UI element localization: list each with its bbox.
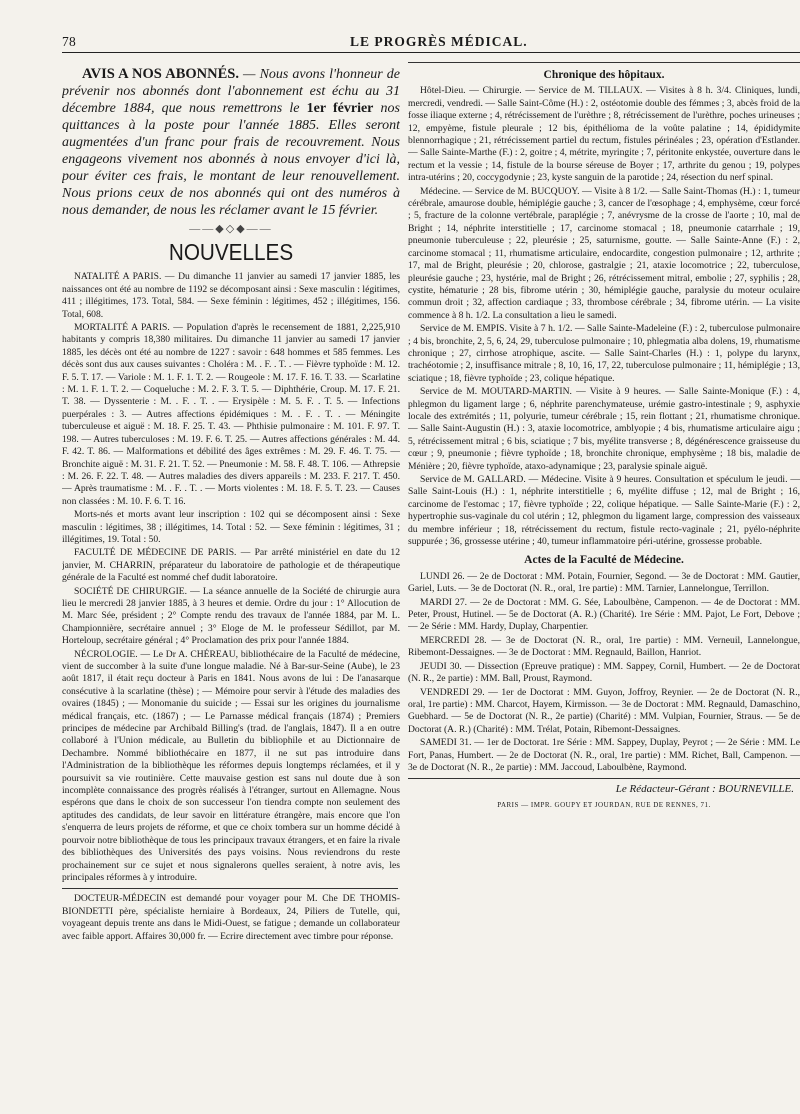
page-number: 78 [62, 34, 77, 49]
paragraph-necrologie: NÉCROLOGIE. — Le Dr A. CHÉREAU, bibliothécaire de la Faculté de médecine, vient de succomber à la suite d'une longue maladie. Né à Bar-sur-Seine (Aube), le 23 août 1817, il était reçu docteur à Paris en 1841. Nous avons de lui : De l'anasarque consécutive à la scarlatine (thèse) ; — Mémoire pour servir à l'étude des maladies des ovaires (1845) ; — Monomanie du suicide ; — Essai sur les origines du journalisme médical français, etc. (1867) ; — Le Parnasse médical français (1874) ; Premiers principes de médecine par Archibald Billing's (trad. de l'anglais, 1847). Il a en outre collaboré à l'Union médicale, au Bulletin du bibliophile et au Dictionnaire de Dechambre. Nommé bibliothécaire en 1877, il ne sut pas introduire dans l'Administration de la bibliothèque les réformes depuis longtemps réclamées, et il y poursuivit sa vie routinière. Cette mauvaise gestion est sans nul doute due à son incomplète connaissance des progrès réalisés à l'étranger, surtout en Allemagne. Nous espérons que dans le choix de son successeur l'on tiendra compte non seulement des aptitudes des candidats, de leur savoir en littérature étrangère, mais encore que l'on s'enquerra de leurs projets de réforme, et que ce choix tombera sur un homme décidé à pourvoir notre bibliothèque de tous les principaux travaux étrangers, et en faire la rivale des bibliothèques des Universités des pays voisins. Nous reviendrons du reste prochainement sur ce sujet et nous signalerons quelles seraient, à notre avis, les principales réformes à y introduire. [62, 648, 400, 883]
paragraph-empis: Service de M. EMPIS. Visite à 7 h. 1/2. — Salle Sainte-Madeleine (F.) : 2, tuberculose pulmonaire ; 4 bis, bronchite, 2, 5, 6, 24, 29, tuberculose pulmonaire ; 10, phlegmatia alba dolens, 19, rhumatisme chronique ; 27, cirrhose atrophique, ascite. — Salle Saint-Charles (H.) : 1, polype du larynx, trachéotomie ; 2, insuffisance mitrale ; 8, 10, 16, 17, 22, tuberculose pulmonaire ; 11, hémiplégie ; 13, sciatique ; 18, fièvre typhoïde ; 23, colique hépatique. [408, 323, 800, 384]
paragraph-faculte: FACULTÉ DE MÉDECINE DE PARIS. — Par arrêté ministériel en date du 12 janvier, M. CHARRIN, préparateur du laboratoire de pathologie et de thérapeutique générale de la Faculté est nommé chef dudit laboratoire. [62, 547, 400, 584]
notice-body-end: nos quittances à la poste pour l'année 1885. Elles seront augmentées d'un franc pour frais de recouvrement. Nous engageons vivement nos abonnés à nous envoyer d'ici là, pour éviter ces frais, le montant de leur renouvellement. Nous prions ceux de nos abonnés qui ont des numéros à nous demander, de nous les réclamer avant le 15 février. [62, 101, 400, 218]
header-rule [62, 52, 800, 53]
paragraph-gallard: Service de M. GALLARD. — Médecine. Visite à 9 heures. Consultation et spéculum le jeudi. — Salle Saint-Louis (H.) : 1, néphrite interstitielle ; 6, myélite diffuse ; 12, mal de Bright ; 16, carcinome de l'estomac ; 17, fièvre typhoïde ; 22, colique hépatique. — Salle Sainte-Marie (F.) : 2, hypertrophie sus-vaginale du col utérin ; 12, phlegmon du ligament large, compression des vaisseaux du membre inférieur ; 18, rétrécissement du rectum, fistule recto-vaginale ; 21, pyélo-néphrite suppurée ; 36, grossesse utérine ; 40, tumeur inflammatoire péri-utérine, grossesse probable. [408, 474, 800, 548]
paragraph-morts-nes: Morts-nés et morts avant leur inscription : 102 qui se décomposent ainsi : Sexe masculin : légitimes, 38 ; illégitimes, 14. Total : 52. — Sexe féminin : légitimes, 31 ; illégitimes, 19. Total : 50. [62, 509, 400, 545]
paragraph-bucquoy: Médecine. — Service de M. BUCQUOY. — Visite à 8 1/2. — Salle Saint-Thomas (H.) : 1, tumeur cérébrale, amaurose double, hémiplégie gauche ; 3, cancer de l'œsophage ; 4, emphysème, cœur forcé ; 5, fracture de la colonne vertébrale, paraplégie ; 7, anévrysme de la crosse de l'aorte ; 10, mal de Bright ; 14, néphrite interstitielle ; 17, carcinome stomacal ; 18, pneumonie catarrhale ; 19, pneumonie tuberculeuse ; 22, pleurésie ; 25, saturnisme, goutte. — Salle Sainte-Anne (F.) : 2, carcinome stomacal ; 11, rhumatisme articulaire, endocardite, congestion pulmonaire ; 12, arthrite ; 17, mal de Bright, pleurésie ; 20, chlorose, gastralgie ; 21, ataxie locomotrice ; 22, tuberculose, pleurésie gauche ; 23, hystérie, mal de Bright ; 26, rétrécissement mitral, embolie ; 27, syphilis ; 28, cystite, hématurie ; 28 bis, fibrome utérin ; 30, hémiplégie gauche, paralysie du moteur oculaire commun droit ; 32, affection cardiaque ; 33, thrombose cérébrale ; 34, fibrome utérin. — La visite commence à 8 h. 1/2. La consultation a lieu le samedi. [408, 185, 800, 321]
editor-signature: Le Rédacteur-Gérant : BOURNEVILLE. [615, 783, 794, 796]
ornament-divider: ——◆◇◆—— [189, 223, 273, 235]
paragraph-mortalite: MORTALITÉ A PARIS. — Population d'après le recensement de 1881, 2,225,910 habitants y compris 18,380 militaires. Du dimanche 11 janvier au samedi 17 janvier 1885, les décès ont été au nombre de 1227 : savoir : 648 hommes et 585 femmes. Les décès sont dus aux causes suivantes : Choléra : M. . F. . T. . — Fièvre typhoïde : M. 12. F. 5. T. 17. — Variole : M. 1. F. 1. T. 2. — Rougeole : M. 17. F. 16. T. 33. — Scarlatine : M. 1. F. 1. T. 2. — Coqueluche : M. 2. F. 3. T. 5. — Diphthérie, Croup. M. 17. F. 21. T. 38. — Dyssenterie : M. . F. . T. . — Erysipèle : M. 5. F. . T. 5. — Infections puerpérales : 3. — Autres affections épidémiques : M. . F. . T. . — Méningite tuberculeuse et aiguë : M. 18. F. 25. T. 43. — Phthisie pulmonaire : M. 101. F. 97. T. 198. — Autres tuberculoses : M. 19. F. 6. T. 25. — Autres affections générales : M. 44. F. 42. T. 86. — Malformations et débilité des âges extrêmes : M. 29. F. 46. T. 75. — Bronchite aiguë : M. 31. F. 21. T. 52. — Pneumonie : M. 58. F. 48. T. 106. — Athrepsie : M. 26. F. 22. T. 48. — Autres maladies des divers appareils : M. 233. F. 217. T. 450. — Après traumatisme : M. . F. . T. . — Morts violentes : M. 18. F. 5. T. 23. — Causes non classées : M. 10. F. 6. T. 16. [62, 322, 400, 507]
paragraph-samedi: SAMEDI 31. — 1er de Doctorat. 1re Série : MM. Sappey, Duplay, Peyrot ; — 2e Série : MM. Le Fort, Panas, Humbert. — 2e de Doctorat (N. R., oral, 1re partie) : MM. Richet, Ball, Campenon. — 3e de Doctorat (N. R., 2e partie) : MM. Jaccoud, Laboulbène, Raymond. [408, 737, 800, 773]
page-header [62, 32, 800, 52]
left-column [62, 58, 400, 1106]
paragraph-classified-ad: DOCTEUR-MÉDECIN est demandé pour voyager pour M. Che DE THOMIS-BIONDETTI père, spécialiste herniaire à Bordeaux, 24, Piliers de Tutelle, qui, voyageant depuis trente ans dans le Midi-Ouest, se fatigue ; demande un collaborateur avec faible apport. Affaires 30,000 fr. — Ecrire directement avec timbre pour réponse. [62, 893, 400, 942]
notice-body-start: — Nous avons l'honneur de prévenir nos abonnés dont l'abonnement est échu au 31 décembre 1884, que nous remettrons le [62, 67, 400, 116]
paragraph-societe-chirurgie: SOCIÉTÉ DE CHIRURGIE. — La séance annuelle de la Société de chirurgie aura lieu le mercredi 28 janvier 1885, à 3 heures et demie. Ordre du jour : 1° Allocution de M. Marc Sée, président ; 2° Compte rendu des travaux de l'année 1884, par M. L. Championnière, secrétaire annuel ; 3° Eloge de M. le professeur Sédillot, par M. Horteloup, secrétaire général ; 4° Proclamation des prix pour l'année 1884. [62, 585, 400, 647]
signature-rule [408, 778, 800, 779]
paragraph-mercredi: MERCREDI 28. — 3e de Doctorat (N. R., oral, 1re partie) : MM. Verneuil, Lannelongue, Ribemont-Dessaignes. — 3e de Doctorat : MM. Regnauld, Baillon, Hanriot. [408, 634, 800, 659]
paragraph-natalite: NATALITÉ A PARIS. — Du dimanche 11 janvier au samedi 17 janvier 1885, les naissances ont été au nombre de 1192 se décomposant ainsi : Sexe masculin : légitimes, 411 ; illégitimes, 173. Total, 584. — Sexe féminin : légitimes, 452 ; illégitimes, 156. Total, 608. [62, 271, 400, 320]
printer-imprint: PARIS — IMPR. GOUPY ET JOURDAN, RUE DE RENNES, 71. [497, 800, 711, 809]
paragraph-moutard-martin: Service de M. MOUTARD-MARTIN. — Visite à 9 heures. — Salle Sainte-Monique (F.) : 4, phlegmon du ligament large ; 6, néphrite parenchymateuse, urémie gastro-intestinale ; 9, asphyxie locale des extrémités ; 11, polyurie, tumeur cérébrale ; 15, rein flottant ; 21, rhumatisme chronique. — Salle Saint-Augustin (H.) : 3, ataxie locomotrice, amblyopie ; 4 bis, rhumatisme articulaire aigu ; 5, rétrécissement mitral ; 6 bis, sciatique ; 7 bis, myélite transverse ; 8, dégénérescence graisseuse du cœur ; 9, pneumonie ; fièvre typhoïde ; 18, bronchite chronique, emphysème ; 18 bis, maladie de Ménière ; 20, fièvre typhoïde, ataxo-adynamique ; 23, paralysie spinale aiguë. [408, 386, 800, 472]
subscriber-notice [62, 66, 400, 219]
notice-date: 1er février [306, 101, 374, 116]
top-rule [408, 62, 800, 63]
section-title-chronique: Chronique des hôpitaux. [543, 69, 665, 81]
notice-heading: AVIS A NOS ABONNÉS. [82, 66, 239, 82]
paragraph-hotel-dieu-chirurgie: Hôtel-Dieu. — Chirurgie. — Service de M. TILLAUX. — Visites à 8 h. 3/4. Cliniques, lundi, mercredi, vendredi. — Salle Saint-Côme (H.) : 2, ostéotomie double des fémmes ; 3, abcès froid de la fosse iliaque externe ; 4, rétrécissement de l'urèthre ; 8, rétrécissement de l'urèthre, poches urineuses ; 12, empyème, fistule pleurale ; 12 bis, épithélioma de la voûte palatine ; 14, épididymite blennorrhagique ; 21, rétrécissement partiel du rectum, fistules périnéales ; 23, opération d'Estlander. — Salle Sainte-Marthe (F.) : 2, goitre ; 4, métrite, myringite ; 7, péritonite enkystée, ouverture dans le rectum et la vessie ; 14, fistule de la bourse séreuse de Boyer ; 17, arthrite du genou ; 19, polypes intra-utérins ; 20, coccygodynie ; 23, kyste sanguin de la parotide ; 24, résection du nerf spinal. [408, 85, 800, 184]
section-title-nouvelles: NOUVELLES [168, 239, 294, 266]
paragraph-lundi: LUNDI 26. — 2e de Doctorat : MM. Potain, Fournier, Segond. — 3e de Doctorat : MM. Gautier, Gariel, Luts. — 3e de Doctorat (N. R., oral, 1re partie) : MM. Tarnier, Lannelongue, Terrillon. [408, 570, 800, 595]
paragraph-vendredi: VENDREDI 29. — 1er de Doctorat : MM. Guyon, Joffroy, Reynier. — 2e de Doctorat (N. R., oral, 1re partie) : MM. Charcot, Hayem, Kirmisson. — 3e de Doctorat : MM. Regnauld, Damaschino, Guebhard. — 5e de Doctorat (N. R., 2e partie) (Charité) : MM. Vulpian, Fournier, Straus. — 5e de Doctorat (A. R.) (Charité) : MM. Trélat, Potain, Ribemont-Dessaignes. [408, 686, 800, 735]
right-column [408, 58, 800, 1106]
paragraph-mardi: MARDI 27. — 2e de Doctorat : MM. G. Sée, Laboulbène, Campenon. — 4e de Doctorat : MM. Peter, Proust, Hutinel. — 5e de Doctorat (A. R.) (Charité). 1re Série : MM. Pajot, Le Fort, Debove ; — 2e Série : MM. Hardy, Duplay, Charpentier. [408, 596, 800, 633]
classified-divider [62, 888, 398, 889]
journal-title: LE PROGRÈS MÉDICAL. [350, 34, 528, 49]
paragraph-jeudi: JEUDI 30. — Dissection (Epreuve pratique) : MM. Sappey, Cornil, Humbert. — 2e de Doctorat (N. R., 2e partie) : MM. Ball, Proust, Raymond. [408, 660, 800, 685]
section-title-actes: Actes de la Faculté de Médecine. [524, 554, 684, 567]
